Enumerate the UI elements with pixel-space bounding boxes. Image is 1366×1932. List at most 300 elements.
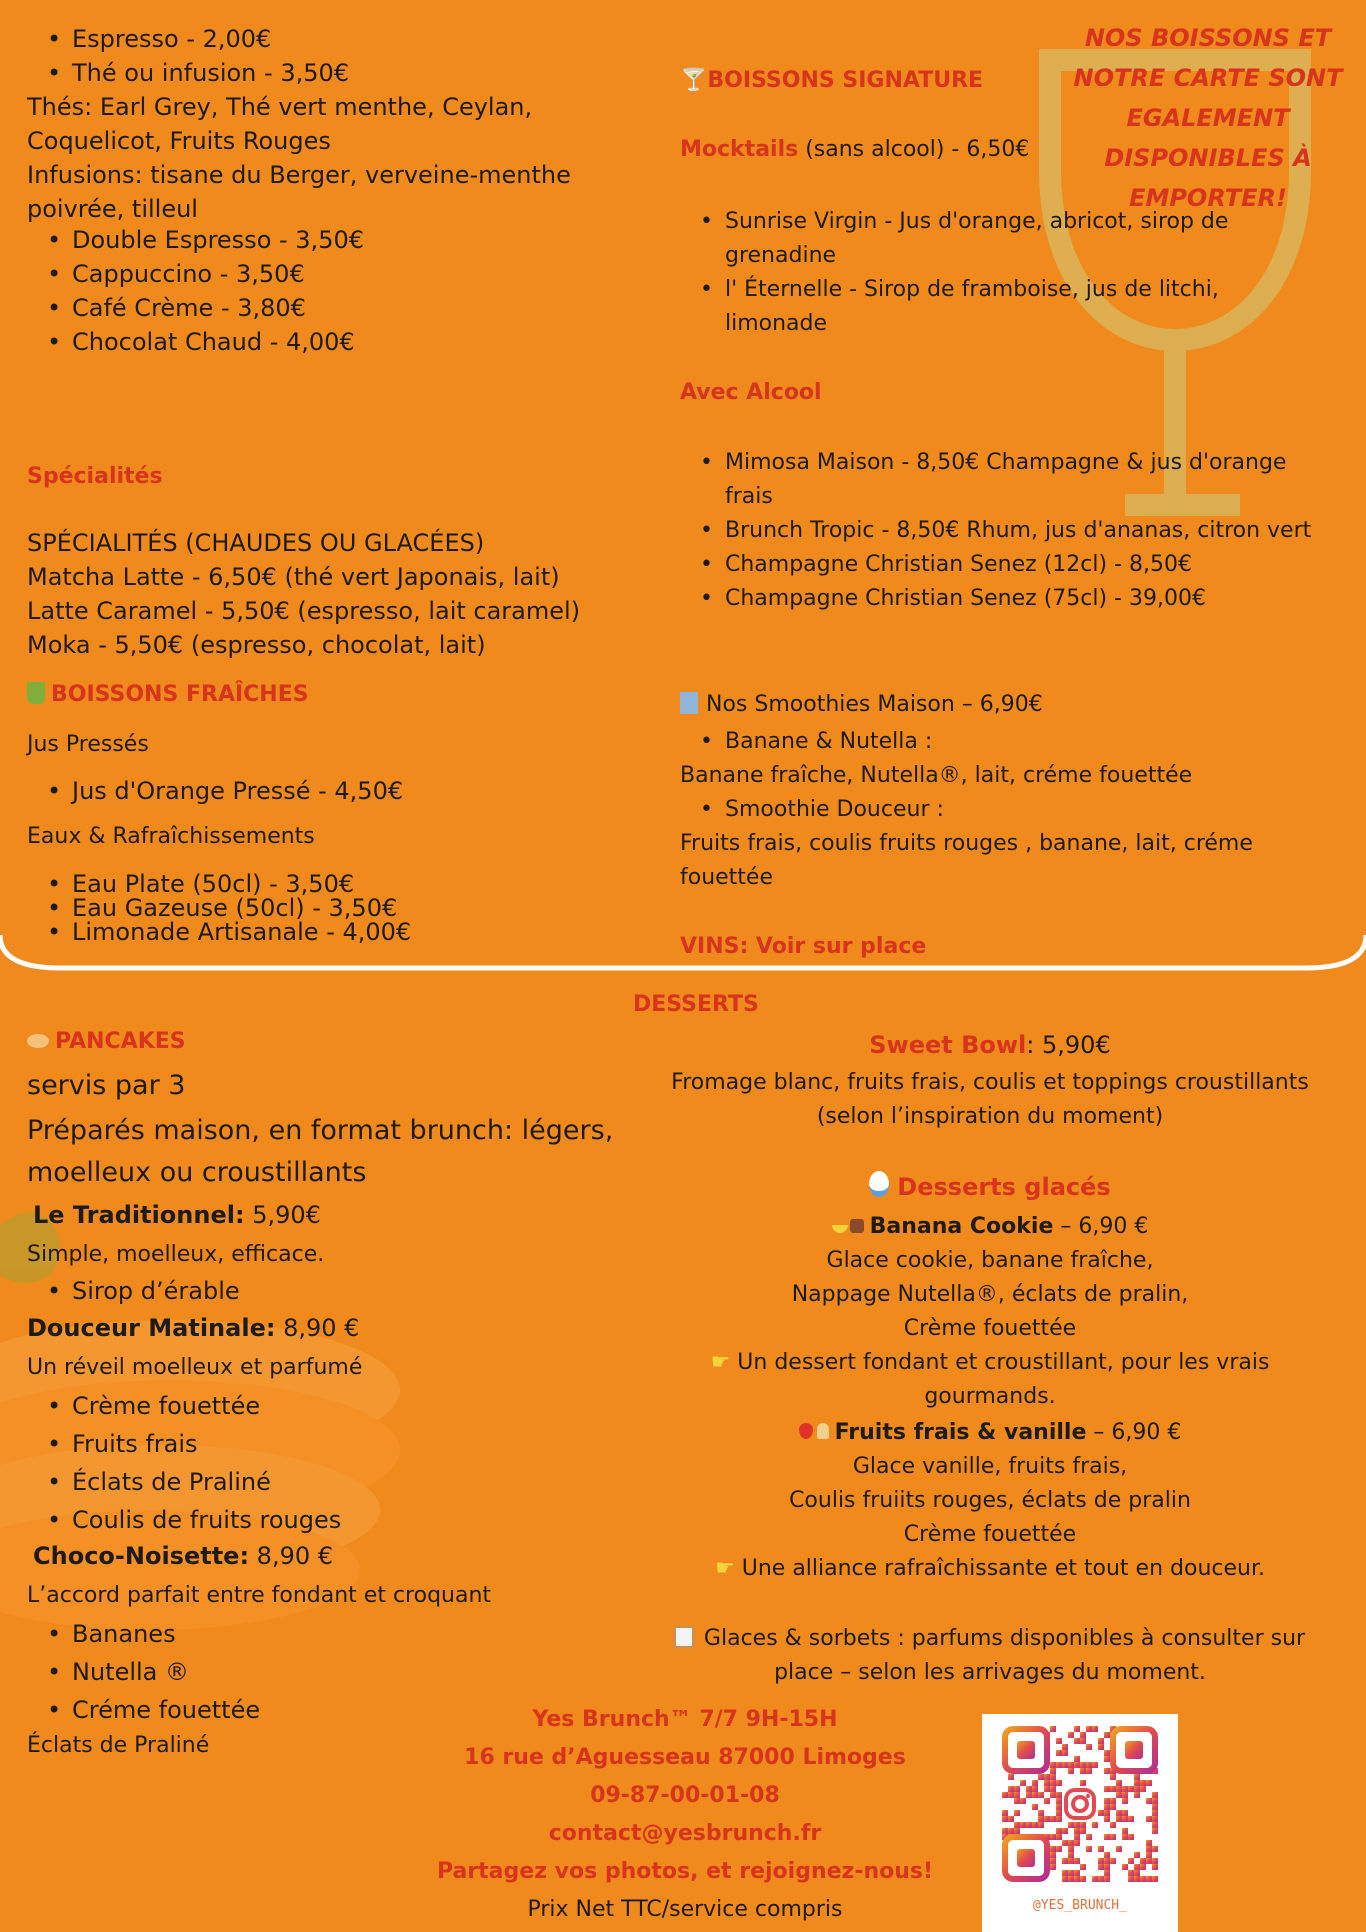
qr-module [1056,1816,1062,1822]
qr-module [1014,1798,1020,1804]
qr-module [1050,1768,1056,1774]
qr-module [1152,1846,1158,1852]
dessert-line: Glace cookie, banane fraîche, [826,1248,1154,1273]
list-item: • Café Crème - 3,80€ [27,291,364,325]
qr-module [1080,1768,1086,1774]
dessert-name: Banana Cookie [869,1214,1054,1239]
qr-module [1104,1834,1110,1840]
qr-module [1032,1786,1038,1792]
juices-list [27,774,403,808]
qr-module [1104,1876,1110,1882]
qr-module [1038,1792,1044,1798]
qr-module [1044,1774,1050,1780]
qr-module [1098,1864,1104,1870]
sorbets-text: Glaces & sorbets : parfums disponibles à consulter sur [696,1626,1306,1651]
qr-module [1062,1840,1068,1846]
qr-module [1140,1876,1146,1882]
list-item: • Chocolat Chaud - 4,00€ [27,325,364,359]
waters-list [27,872,411,944]
smoothie-1 [680,725,932,759]
list-item: • Jus d'Orange Pressé - 4,50€ [27,774,403,808]
hot-drinks-list-bottom [27,223,364,359]
qr-module [1104,1732,1110,1738]
signature-title: BOISSONS SIGNATURE [707,68,984,93]
sweet-bowl-description: Fromage blanc, fruits frais, coulis et toppings croustillants [671,1070,1309,1095]
qr-pattern [982,1714,1178,1894]
qr-module [1056,1828,1062,1834]
qr-module [1050,1726,1056,1732]
dessert-note-text: Une alliance rafraîchissante et tout en douceur. [734,1556,1265,1581]
pancake-name: Le Traditionnel: [33,1201,245,1229]
mocktails-list [680,205,1280,341]
dessert-line: Glace vanille, fruits frais, [852,1454,1128,1479]
qr-module [1074,1822,1080,1828]
qr-module [1014,1786,1020,1792]
qr-module [1134,1792,1140,1798]
list-item: • Mimosa Maison - 8,50€ Champagne & jus d'orange frais [680,446,1340,514]
smoothies-title: Nos Smoothies Maison – 6,90€ [706,692,1043,717]
qr-module [1056,1780,1062,1786]
qr-module [1134,1876,1140,1882]
qr-module [1038,1816,1044,1822]
qr-module [1014,1792,1020,1798]
dessert-fruits-vanille [640,1416,1340,1450]
qr-module [1104,1768,1110,1774]
qr-module [1068,1762,1074,1768]
specialite-item: Moka - 5,50€ (espresso, chocolat, lait) [27,631,486,659]
qr-module [1152,1804,1158,1810]
qr-module [1050,1774,1056,1780]
list-item: • Eau Plate (50cl) - 3,50€ [27,872,411,896]
qr-module [1104,1804,1110,1810]
qr-module [1068,1822,1074,1828]
qr-module [1134,1774,1140,1780]
qr-module [1056,1846,1062,1852]
fresh-drinks-heading [27,678,309,712]
smoothie-name: • Smoothie Douceur : [680,793,944,827]
footer-address: 16 rue d’Aguesseau 87000 Limoges [464,1745,906,1770]
fresh-drinks-title: BOISSONS FRAÎCHES [51,682,309,707]
qr-module [1014,1828,1020,1834]
qr-module [1104,1858,1110,1864]
qr-module [1050,1786,1056,1792]
qr-module [1014,1810,1020,1816]
qr-module [1152,1864,1158,1870]
qr-module [1056,1762,1062,1768]
qr-module [1152,1858,1158,1864]
wines-note: VINS: Voir sur place [680,934,927,959]
cocktail-icon: 🍸 [680,68,708,93]
qr-module [1008,1816,1014,1822]
list-item: • Créme fouettée [27,1691,260,1729]
qr-module [1086,1762,1092,1768]
qr-module [1020,1780,1026,1786]
mocktails-price: (sans alcool) - 6,50€ [798,137,1030,162]
smoothie-name: • Banane & Nutella : [680,725,932,759]
pancake-extra: Éclats de Praliné [27,1733,210,1758]
alcohol-heading: Avec Alcool [680,380,822,405]
list-item: • Thé ou infusion - 3,50€ [27,56,349,90]
qr-module [1068,1840,1074,1846]
qr-module [1122,1798,1128,1804]
qr-module [1146,1876,1152,1882]
qr-module [1152,1876,1158,1882]
qr-module [1152,1798,1158,1804]
qr-module [1104,1786,1110,1792]
list-item: • l' Éternelle - Sirop de framboise, jus de litchi, limonade [680,273,1280,341]
qr-module [1116,1780,1122,1786]
qr-module [1140,1780,1146,1786]
qr-module [1128,1858,1134,1864]
pancake-name: Douceur Matinale: [27,1314,276,1342]
qr-module [1014,1822,1020,1828]
qr-module [1146,1858,1152,1864]
dessert-note [640,1552,1340,1586]
specialite-item: Latte Caramel - 5,50€ (espresso, lait caramel) [27,597,581,625]
qr-module [1002,1810,1008,1816]
qr-module [1038,1822,1044,1828]
ice-cream-cone-icon [817,1423,829,1439]
qr-module [1062,1762,1068,1768]
mocktails-heading [680,133,1029,167]
qr-module [1080,1738,1086,1744]
qr-module [1056,1750,1062,1756]
qr-module [1104,1852,1110,1858]
qr-module [1128,1786,1134,1792]
list-item: • Sirop d’érable [27,1274,240,1308]
qr-module [1068,1858,1074,1864]
qr-module [1152,1792,1158,1798]
qr-module [1098,1876,1104,1882]
qr-module [1044,1798,1050,1804]
qr-module [1080,1828,1086,1834]
list-item: • Limonade Artisanale - 4,00€ [27,920,411,944]
qr-module [1152,1810,1158,1816]
pancake-traditionnel [33,1198,321,1232]
qr-module [1104,1750,1110,1756]
qr-module [1050,1852,1056,1858]
qr-module [1098,1738,1104,1744]
qr-module [1146,1840,1152,1846]
infusions-description: Infusions: tisane du Berger, verveine-menthe poivrée, tilleul [27,161,571,223]
list-item: • Éclats de Praliné [27,1463,341,1501]
qr-code[interactable] [982,1714,1178,1932]
qr-module [1116,1846,1122,1852]
pancake-price: 5,90€ [244,1201,321,1229]
qr-module [1020,1822,1026,1828]
sweet-bowl-price: : 5,90€ [1026,1031,1111,1059]
qr-module [1104,1864,1110,1870]
qr-module [1098,1858,1104,1864]
qr-module [1098,1846,1104,1852]
qr-module [1056,1738,1062,1744]
pancake-price: 8,90 € [275,1314,360,1342]
desserts-heading: DESSERTS [633,992,759,1017]
qr-module [1050,1846,1056,1852]
qr-module [1008,1786,1014,1792]
list-item: • Coulis de fruits rouges [27,1501,341,1539]
qr-module [1152,1816,1158,1822]
dessert-note-text: Un dessert fondant et croustillant, pour les vrais [730,1350,1270,1375]
qr-module [1074,1762,1080,1768]
qr-module [1122,1810,1128,1816]
qr-module [1104,1810,1110,1816]
qr-module [1110,1798,1116,1804]
cookie-icon [850,1219,864,1233]
qr-module [1062,1750,1068,1756]
qr-handle: @YES_BRUNCH_ [1033,1898,1127,1913]
qr-module [1062,1828,1068,1834]
footer-hours: Yes Brunch™ 7/7 9H-15H [532,1707,838,1732]
qr-module [1086,1744,1092,1750]
pancake-description: L’accord parfait entre fondant et croquant [27,1583,492,1608]
qr-module [1056,1798,1062,1804]
instagram-icon [1062,1786,1098,1822]
qr-module [1056,1792,1062,1798]
qr-module [1110,1858,1116,1864]
specialites-subtitle: SPÉCIALITÉS (CHAUDES OU GLACÉES) [27,529,485,557]
banana-icon [832,1225,848,1233]
dessert-name: Fruits frais & vanille [834,1420,1087,1445]
sweet-bowl-name: Sweet Bowl [869,1031,1027,1059]
qr-module [1008,1828,1014,1834]
qr-module [1086,1846,1092,1852]
list-item: • Brunch Tropic - 8,50€ Rhum, jus d'ananas, citron vert [680,514,1340,548]
qr-module [1116,1786,1122,1792]
qr-module [1122,1834,1128,1840]
qr-module [1050,1834,1056,1840]
pancake-price: 8,90 € [249,1542,334,1570]
footer-phone[interactable]: 09-87-00-01-08 [590,1783,780,1808]
qr-module [1026,1786,1032,1792]
qr-module [1074,1840,1080,1846]
qr-module [1056,1810,1062,1816]
qr-module [1104,1756,1110,1762]
qr-module [1044,1786,1050,1792]
pointing-hand-icon: ☛ [715,1556,735,1581]
pancake-icon [27,1034,49,1048]
list-item: • Cappuccino - 3,50€ [27,257,364,291]
footer-share: Partagez vos photos, et rejoignez-nous! [436,1859,934,1884]
qr-module [1050,1864,1056,1870]
qr-module [1134,1780,1140,1786]
qr-module [1068,1732,1074,1738]
pancakes-heading [27,1025,186,1059]
smoothie-2-description: Fruits frais, coulis fruits rouges , banane, lait, créme fouettée [680,831,1253,890]
qr-module [1128,1876,1134,1882]
pancake-name: Choco-Noisette: [33,1542,250,1570]
qr-module [1020,1798,1026,1804]
qr-module [1098,1810,1104,1816]
qr-module [1116,1810,1122,1816]
qr-module [1050,1780,1056,1786]
qr-module [1080,1822,1086,1828]
qr-module [1134,1870,1140,1876]
qr-module [1074,1726,1080,1732]
dessert-line: Nappage Nutella®, éclats de pralin, [791,1282,1189,1307]
qr-module [1146,1780,1152,1786]
pancake-description: Simple, moelleux, efficace. [27,1242,325,1267]
pointing-hand-icon: ☛ [710,1350,731,1375]
dessert-price: – 6,90 € [1086,1420,1182,1445]
qr-module [1050,1762,1056,1768]
list-item: • Double Espresso - 3,50€ [27,223,364,257]
qr-module [1056,1834,1062,1840]
qr-module [1062,1744,1068,1750]
qr-module [1122,1786,1128,1792]
smoothie-1-description: Banane fraîche, Nutella®, lait, créme fouettée [680,763,1193,788]
qr-module [1086,1834,1092,1840]
qr-module [1080,1876,1086,1882]
qr-module [1146,1852,1152,1858]
list-item: • Fruits frais [27,1425,341,1463]
qr-module [1038,1774,1044,1780]
qr-module [1152,1828,1158,1834]
pancakes-served: servis par 3 [27,1070,186,1101]
qr-module [1050,1792,1056,1798]
ice-desserts-heading [640,1170,1340,1204]
qr-finder-center [1017,1741,1035,1759]
dessert-note: gourmands. [924,1384,1056,1409]
qr-module [1110,1834,1116,1840]
qr-module [1050,1858,1056,1864]
qr-module [1074,1870,1080,1876]
qr-module [1074,1876,1080,1882]
qr-module [1026,1792,1032,1798]
qr-module [1062,1870,1068,1876]
hot-drinks-list-top [27,22,349,90]
dessert-line: Coulis fruiits rouges, éclats de pralin [789,1488,1191,1513]
footer-email[interactable]: contact@yesbrunch.fr [548,1821,822,1846]
sweet-bowl-heading [640,1028,1340,1062]
specialites-heading: Spécialités [27,464,163,489]
qr-module [1080,1732,1086,1738]
qr-module [1062,1876,1068,1882]
qr-module [1068,1876,1074,1882]
list-item: • Eau Gazeuse (50cl) - 3,50€ [27,896,411,920]
qr-module [1068,1870,1074,1876]
smoothies-heading [680,688,1043,722]
qr-module [1092,1822,1098,1828]
qr-module [1134,1786,1140,1792]
qr-module [1044,1780,1050,1786]
qr-module [1110,1786,1116,1792]
cocktail-glass-icon [27,682,45,704]
qr-module [1068,1852,1074,1858]
dessert-note [640,1346,1340,1380]
qr-module [1044,1816,1050,1822]
qr-module [1002,1828,1008,1834]
qr-module [1068,1768,1074,1774]
qr-module [1104,1870,1110,1876]
qr-module [1122,1864,1128,1870]
qr-module [1074,1756,1080,1762]
smoothie-2 [680,793,944,827]
pancake-douceur-matinale [27,1311,359,1345]
qr-module [1122,1816,1128,1822]
qr-module [1146,1798,1152,1804]
teas-description: Thés: Earl Grey, Thé vert menthe, Ceylan, Coquelicot, Fruits Rouges [27,93,533,155]
ice-desserts-title: Desserts glacés [897,1173,1111,1201]
pancakes-title: PANCAKES [55,1029,186,1054]
qr-module [1134,1864,1140,1870]
qr-module [1086,1726,1092,1732]
pancake-toppings [27,1615,260,1729]
qr-module [1032,1804,1038,1810]
qr-module [1026,1822,1032,1828]
qr-module [1074,1858,1080,1864]
qr-module [1032,1822,1038,1828]
qr-module [1134,1852,1140,1858]
qr-module [1152,1822,1158,1828]
qr-module [1140,1786,1146,1792]
waters-label: Eaux & Rafraîchissements [27,824,315,849]
qr-module [1068,1846,1074,1852]
qr-module [1008,1792,1014,1798]
qr-module [1116,1816,1122,1822]
dessert-price: – 6,90 € [1053,1214,1149,1239]
signature-heading [680,64,983,98]
qr-module [1074,1828,1080,1834]
qr-module [1110,1822,1116,1828]
pancake-toppings [27,1387,341,1539]
qr-module [1098,1744,1104,1750]
qr-module [1080,1762,1086,1768]
sorbets-note-line2: place – selon les arrivages du moment. [774,1660,1206,1685]
qr-module [1080,1780,1086,1786]
qr-module [1050,1816,1056,1822]
list-item: • Espresso - 2,00€ [27,22,349,56]
qr-module [1086,1768,1092,1774]
mocktails-label: Mocktails [680,137,799,162]
qr-module [1092,1876,1098,1882]
qr-module [1110,1774,1116,1780]
dessert-banana-cookie [640,1210,1340,1244]
pancake-toppings [27,1274,240,1308]
pancakes-intro: Préparés maison, en format brunch: légers, moelleux ou croustillants [27,1115,614,1188]
qr-module [1080,1864,1086,1870]
memo-icon [675,1627,693,1647]
qr-module [1140,1858,1146,1864]
qr-module [1146,1816,1152,1822]
pancake-choco-noisette [33,1539,333,1573]
qr-module [1092,1726,1098,1732]
qr-module [1128,1816,1134,1822]
list-item: • Crème fouettée [27,1387,341,1425]
qr-module [1062,1858,1068,1864]
pancake-description: Un réveil moelleux et parfumé [27,1355,363,1380]
qr-module [1128,1834,1134,1840]
qr-module [1104,1816,1110,1822]
ice-cream-icon [869,1171,889,1197]
list-item: • Sunrise Virgin - Jus d'orange, abricot, sirop de grenadine [680,205,1280,273]
qr-module [1116,1792,1122,1798]
qr-finder-center [1017,1849,1035,1867]
qr-module [1074,1738,1080,1744]
alcohol-list [680,446,1340,616]
takeaway-notice: NOS BOISSONS ET NOTRE CARTE SONT EGALEMENT DISPONIBLES À EMPORTER! [1073,24,1343,212]
list-item: • Nutella ® [27,1653,260,1691]
sorbets-note [640,1622,1340,1656]
strawberry-icon [799,1423,813,1439]
list-item: • Bananes [27,1615,260,1653]
qr-module [1008,1774,1014,1780]
footer-prices-note: Prix Net TTC/service compris [527,1897,843,1922]
qr-module [1032,1792,1038,1798]
qr-module [1146,1846,1152,1852]
dessert-line: Crème fouettée [903,1316,1077,1341]
juices-label: Jus Pressés [27,732,149,757]
